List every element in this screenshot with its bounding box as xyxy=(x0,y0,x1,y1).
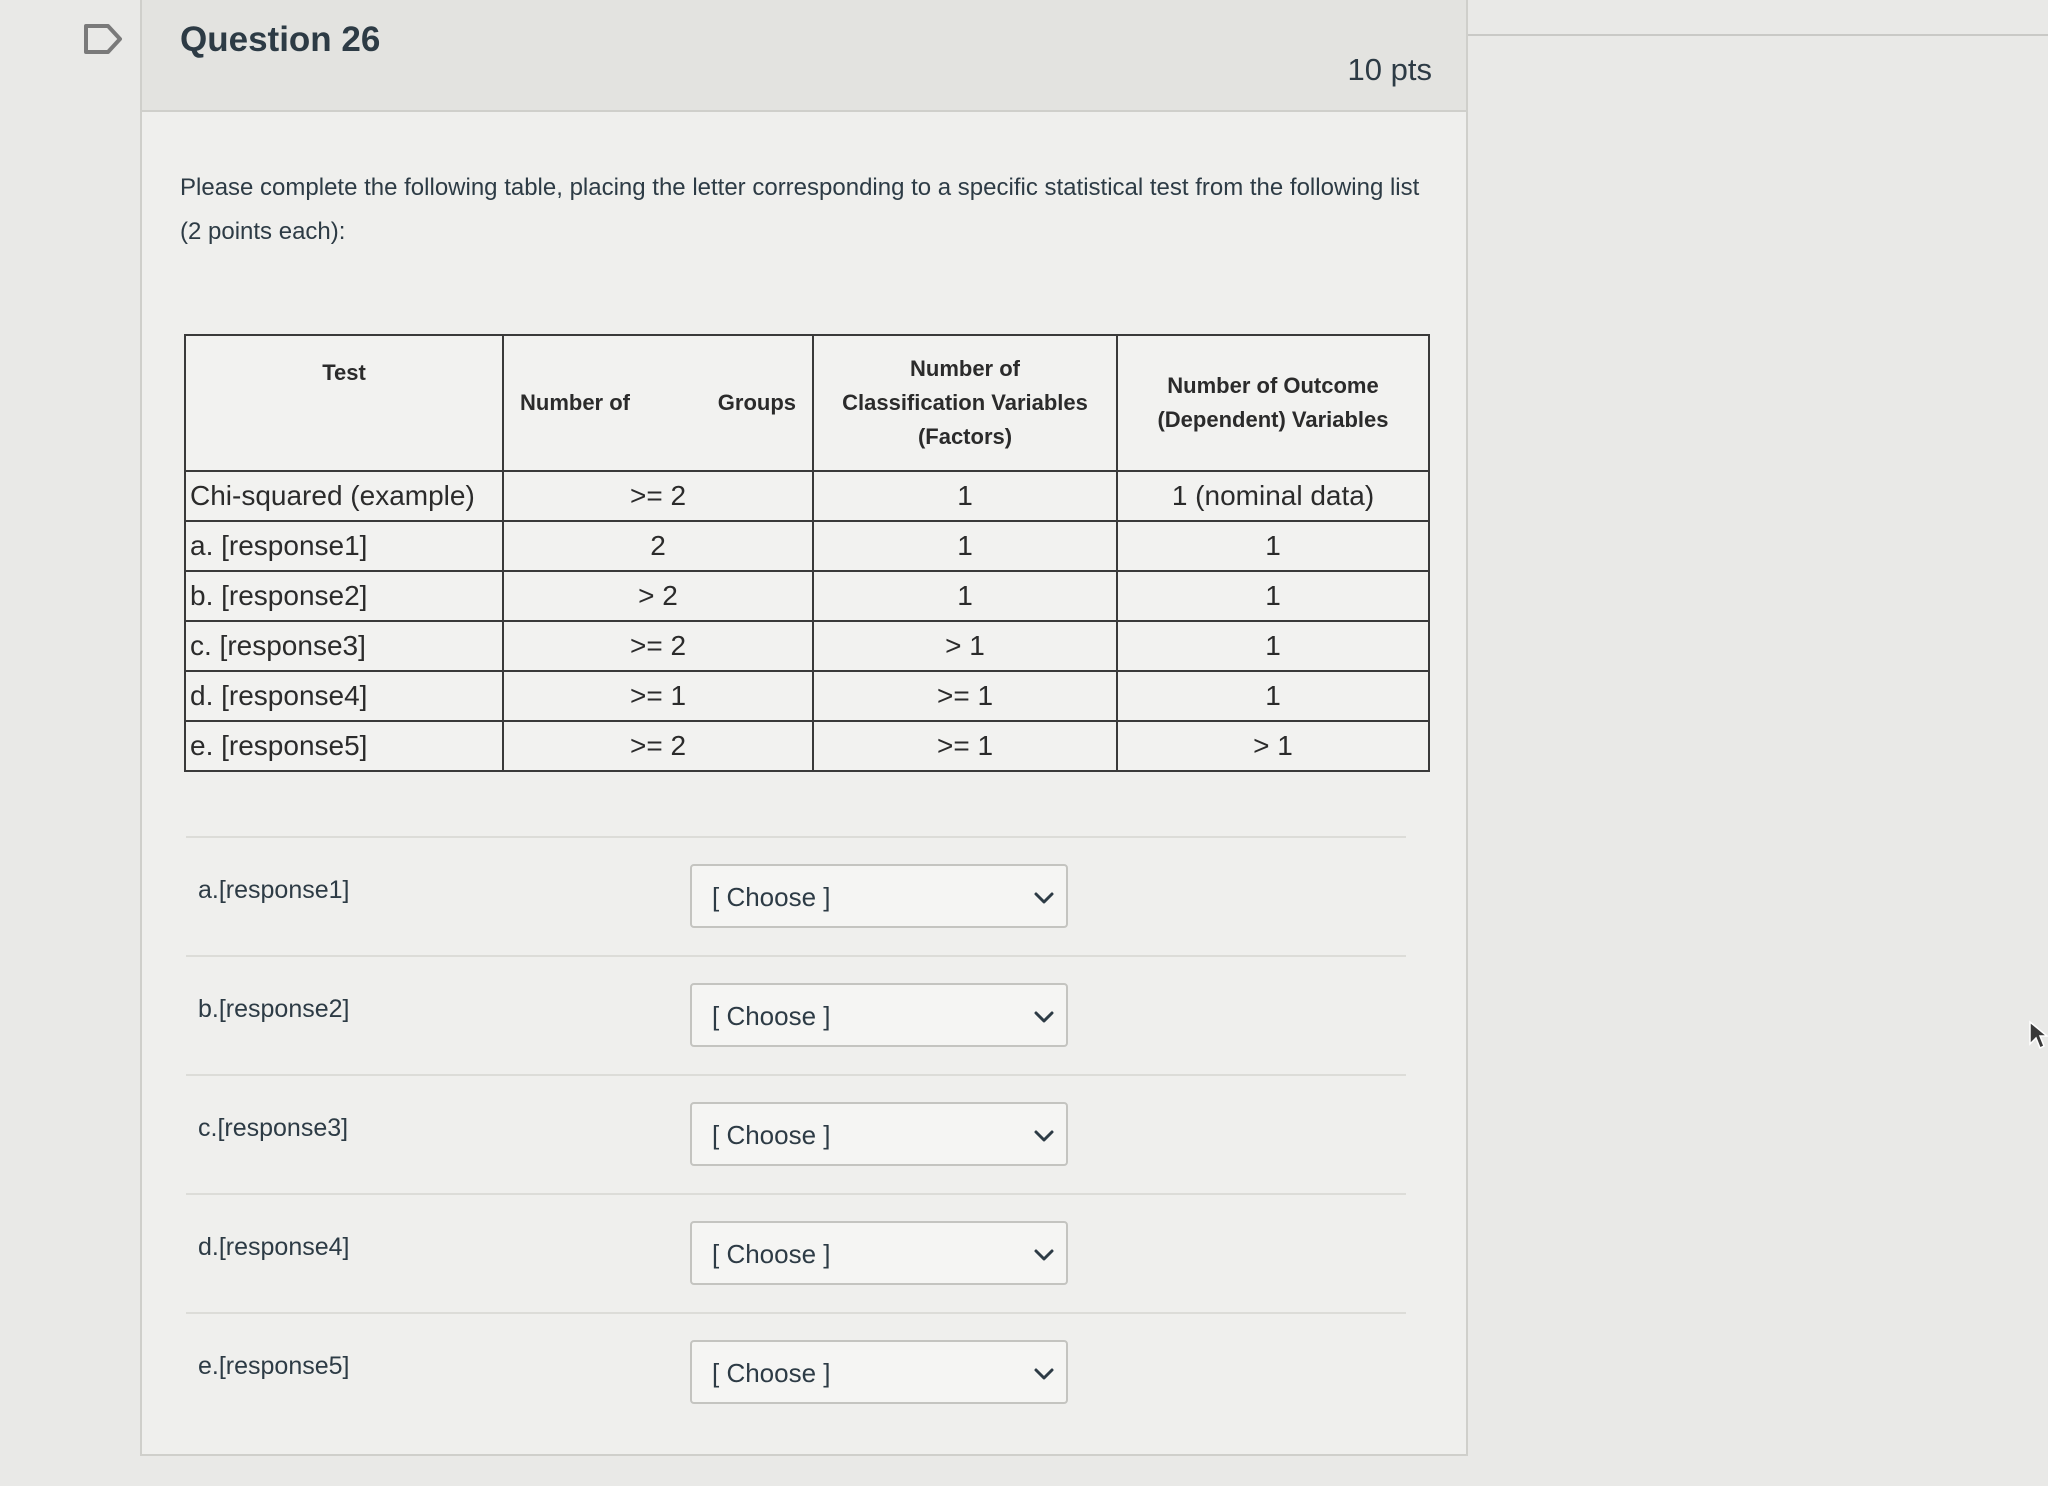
header-groups-label-a: Number of xyxy=(520,390,630,415)
cell-outcome: 1 xyxy=(1117,521,1429,571)
table-row xyxy=(185,471,1429,521)
cell-test: c. [response3] xyxy=(185,621,503,671)
cell-factors: >= 1 xyxy=(813,721,1117,771)
table-header-row xyxy=(185,335,1429,471)
table-row xyxy=(185,621,1429,671)
header-groups xyxy=(503,335,813,471)
cell-groups: > 2 xyxy=(503,571,813,621)
cell-factors: > 1 xyxy=(813,621,1117,671)
answer-dropdown[interactable] xyxy=(690,1340,1068,1404)
dropdown-selected-value: [ Choose ] xyxy=(712,1358,831,1388)
cell-outcome: 1 xyxy=(1117,671,1429,721)
dropdown-selected-value: [ Choose ] xyxy=(712,1239,831,1269)
chevron-down-icon xyxy=(1032,886,1056,910)
header-outcome-line2: (Dependent) Variables xyxy=(1157,407,1389,432)
cell-groups: >= 1 xyxy=(503,671,813,721)
dropdown-selected-value: [ Choose ] xyxy=(712,1120,831,1150)
cell-factors: >= 1 xyxy=(813,671,1117,721)
cell-factors: 1 xyxy=(813,471,1117,521)
cell-test: Chi-squared (example) xyxy=(185,471,503,521)
cell-outcome: 1 xyxy=(1117,621,1429,671)
cell-factors: 1 xyxy=(813,571,1117,621)
answer-label: e.[response5] xyxy=(198,1352,350,1380)
answer-row xyxy=(186,955,1406,1074)
header-test xyxy=(185,335,503,471)
cell-groups: 2 xyxy=(503,521,813,571)
cell-outcome: 1 (nominal data) xyxy=(1117,471,1429,521)
cell-test: b. [response2] xyxy=(185,571,503,621)
bookmark-flag-icon[interactable] xyxy=(82,22,124,56)
question-title: Question 26 xyxy=(180,20,381,59)
answer-row xyxy=(186,836,1406,955)
answer-list xyxy=(186,836,1406,1431)
header-factors-line2: Classification Variables xyxy=(842,390,1088,415)
question-card xyxy=(140,0,1468,1456)
answer-label: c.[response3] xyxy=(198,1114,349,1142)
cell-groups: >= 2 xyxy=(503,721,813,771)
chevron-down-icon xyxy=(1032,1243,1056,1267)
answer-dropdown[interactable] xyxy=(690,1102,1068,1166)
cell-outcome: > 1 xyxy=(1117,721,1429,771)
chevron-down-icon xyxy=(1032,1005,1056,1029)
header-outcome xyxy=(1117,335,1429,471)
header-factors-line3: (Factors) xyxy=(917,424,1013,449)
header-factors xyxy=(813,335,1117,471)
chevron-down-icon xyxy=(1032,1362,1056,1386)
header-test-label: Test xyxy=(322,360,366,385)
header-groups-label-b: Groups xyxy=(717,390,796,415)
question-points: 10 pts xyxy=(1347,52,1432,87)
answer-row xyxy=(186,1312,1406,1431)
table-row xyxy=(185,721,1429,771)
cell-test: a. [response1] xyxy=(185,521,503,571)
header-outcome-line1: Number of Outcome xyxy=(1167,373,1379,398)
cell-test: d. [response4] xyxy=(185,671,503,721)
table-row xyxy=(185,521,1429,571)
cell-factors: 1 xyxy=(813,521,1117,571)
answer-label: b.[response2] xyxy=(198,995,350,1023)
header-factors-line1: Number of xyxy=(910,356,1020,381)
chevron-down-icon xyxy=(1032,1124,1056,1148)
statistics-table xyxy=(184,334,1430,772)
answer-dropdown[interactable] xyxy=(690,1221,1068,1285)
answer-row xyxy=(186,1193,1406,1312)
answer-dropdown[interactable] xyxy=(690,983,1068,1047)
question-header xyxy=(142,0,1466,112)
cell-outcome: 1 xyxy=(1117,571,1429,621)
cell-groups: >= 2 xyxy=(503,471,813,521)
answer-label: d.[response4] xyxy=(198,1233,350,1261)
top-divider xyxy=(1468,34,2048,36)
dropdown-selected-value: [ Choose ] xyxy=(712,882,831,912)
table-row xyxy=(185,671,1429,721)
answer-row xyxy=(186,1074,1406,1193)
cell-groups: >= 2 xyxy=(503,621,813,671)
question-prompt: Please complete the following table, placing the letter corresponding to a specific statistical test from the following list (2 points each): xyxy=(180,174,1420,245)
answer-label: a.[response1] xyxy=(198,876,350,904)
table-row xyxy=(185,571,1429,621)
mouse-pointer-icon xyxy=(2028,1020,2048,1050)
cell-test: e. [response5] xyxy=(185,721,503,771)
answer-dropdown[interactable] xyxy=(690,864,1068,928)
dropdown-selected-value: [ Choose ] xyxy=(712,1001,831,1031)
